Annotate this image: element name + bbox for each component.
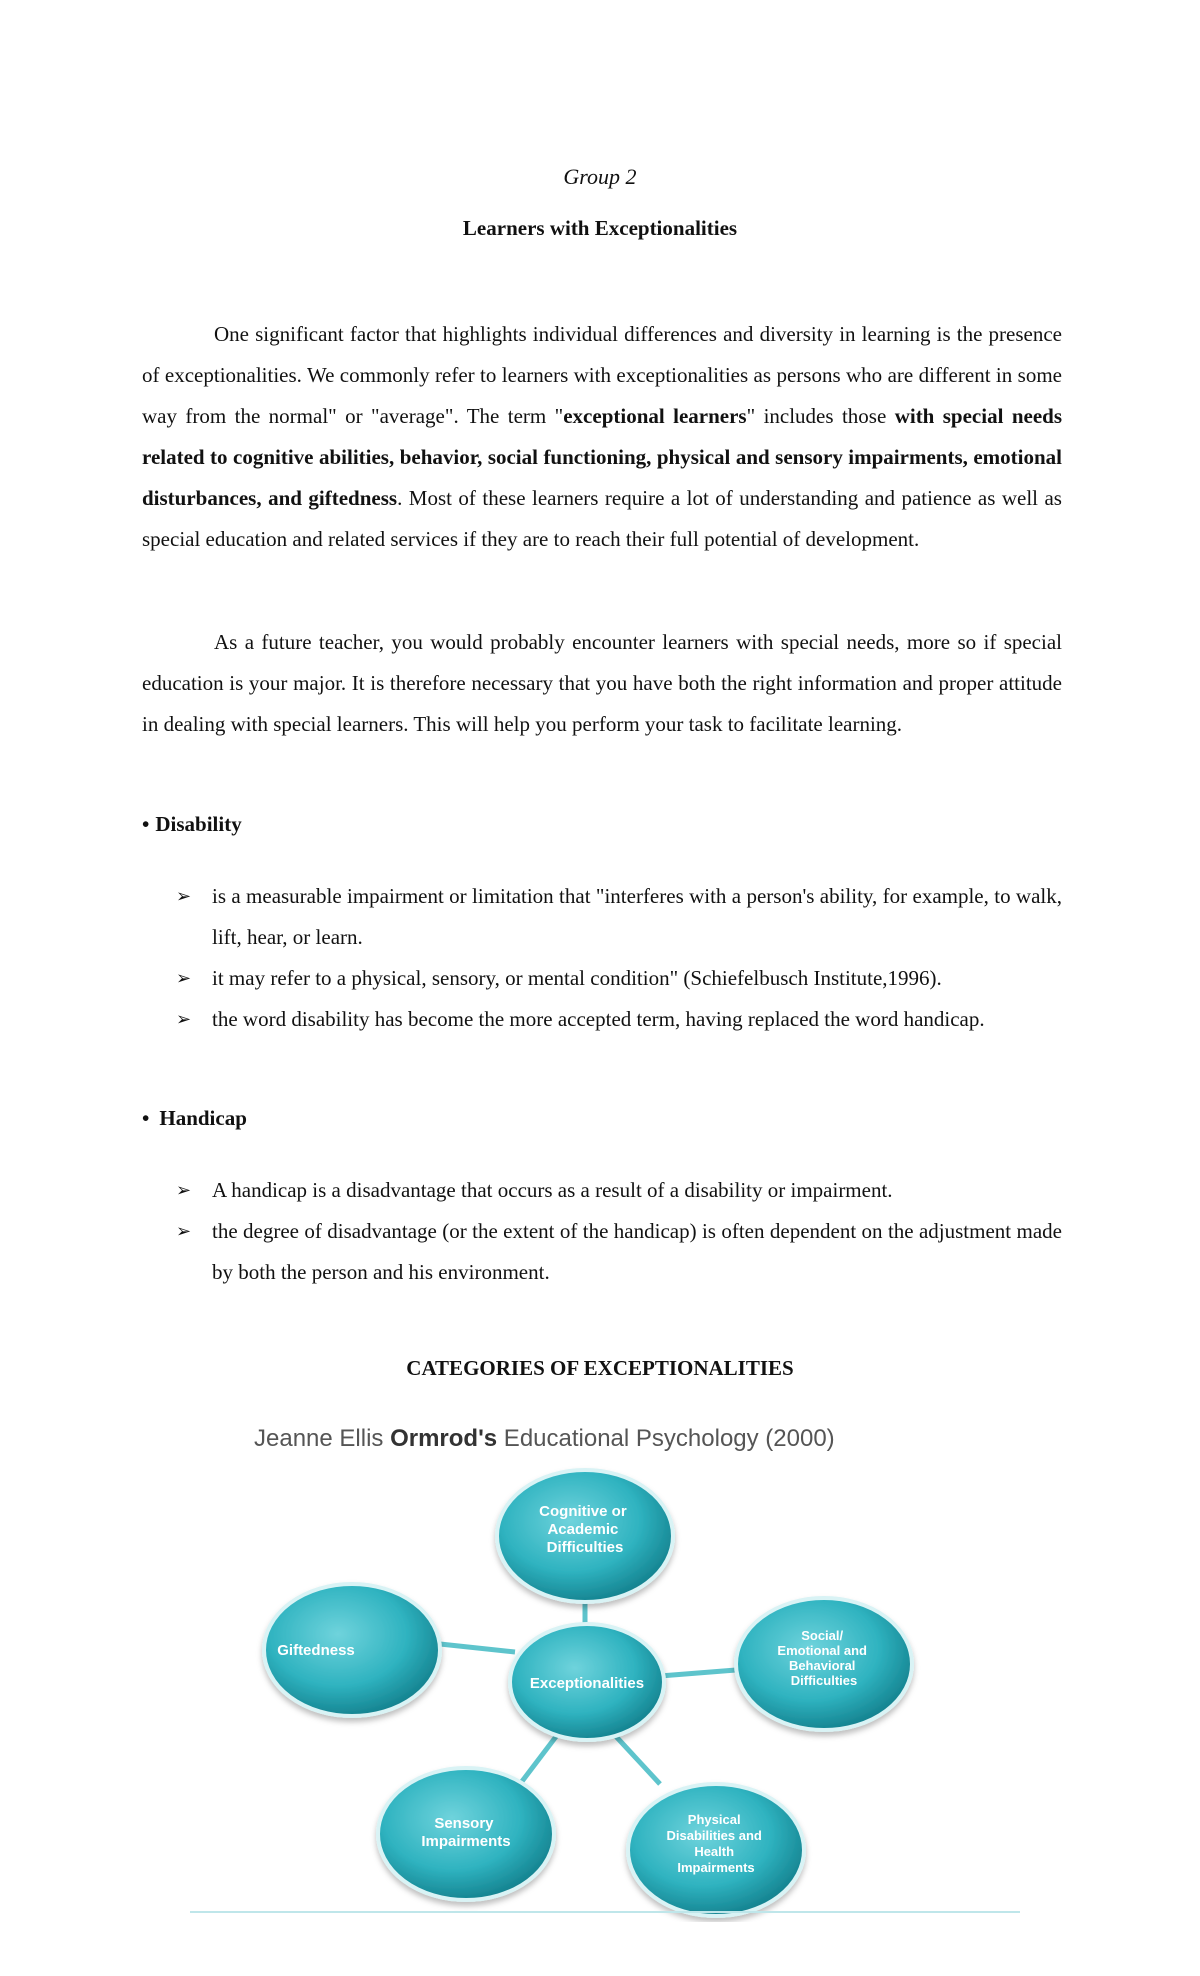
handicap-list (142, 1170, 1062, 1293)
categories-diagram (190, 1412, 1020, 1922)
connector-line (520, 1730, 561, 1784)
label-social: Social/ Emotional and Behavioral Difficulties (777, 1628, 867, 1688)
arrow-bullet-icon: ➢ (176, 1180, 192, 1200)
list-item: ➢ is a measurable impairment or limitation that "interferes with a person's ability, for example, to walk, lift, hear, or learn. (142, 876, 1062, 958)
label-cognitive: Cognitive or Academic Difficulties (539, 1503, 627, 1556)
connector-line (660, 1670, 736, 1676)
list-item: ➢ it may refer to a physical, sensory, or mental condition" (Schiefelbusch Institute,1996). (142, 958, 1062, 999)
categories-diagram-svg (190, 1412, 1020, 1922)
connector-line (610, 1730, 660, 1784)
list-item: ➢ the degree of disadvantage (or the extent of the handicap) is often dependent on the adjustment made by both the person and his environment. (142, 1211, 1062, 1293)
label-physical: Physical Disabilities and Health Impairments (666, 1812, 762, 1875)
disability-heading: • Disability (142, 812, 242, 836)
figure-caption: Jeanne Ellis Ormrod's Educational Psychology (2000) (254, 1425, 835, 1452)
connector-line (440, 1644, 515, 1652)
list-item: ➢ A handicap is a disadvantage that occurs as a result of a disability or impairment. (142, 1170, 1062, 1211)
group-label: Group 2 (563, 164, 637, 189)
list-item: ➢ the word disability has become the more accepted term, having replaced the word handicap. (142, 999, 1062, 1040)
arrow-bullet-icon: ➢ (176, 968, 192, 988)
page-title: Learners with Exceptionalities (462, 216, 738, 240)
disability-list (142, 876, 1062, 1040)
intro-paragraph-1: One significant factor that highlights individual differences and diversity in learning is the presence of exceptionalities. We commonly refer to learners with exceptionalities as persons who are different in some way from the normal" or "average". The term "exceptional learners" includes those with special needs related to cognitive abilities, behavior, social functioning, physical and sensory impairments, emotional disturbances, and giftedness. Most of these learners require a lot of understanding and patience as well as special education and related services if they are to reach their full potential of development. (142, 322, 1062, 551)
arrow-bullet-icon: ➢ (176, 886, 192, 906)
label-giftedness: Giftedness (277, 1642, 355, 1659)
arrow-bullet-icon: ➢ (176, 1009, 192, 1029)
categories-title: CATEGORIES OF EXCEPTIONALITIES (406, 1356, 794, 1380)
handicap-heading: • Handicap (142, 1106, 247, 1130)
label-center: Exceptionalities (529, 1675, 645, 1692)
intro-paragraph-2: As a future teacher, you would probably encounter learners with special needs, more so if special education is your major. It is therefore necessary that you have both the right information and proper attitude in dealing with special learners. This will help you perform your task to facilitate learning. (142, 630, 1062, 736)
arrow-bullet-icon: ➢ (176, 1221, 192, 1241)
label-sensory: Sensory Impairments (421, 1815, 511, 1850)
